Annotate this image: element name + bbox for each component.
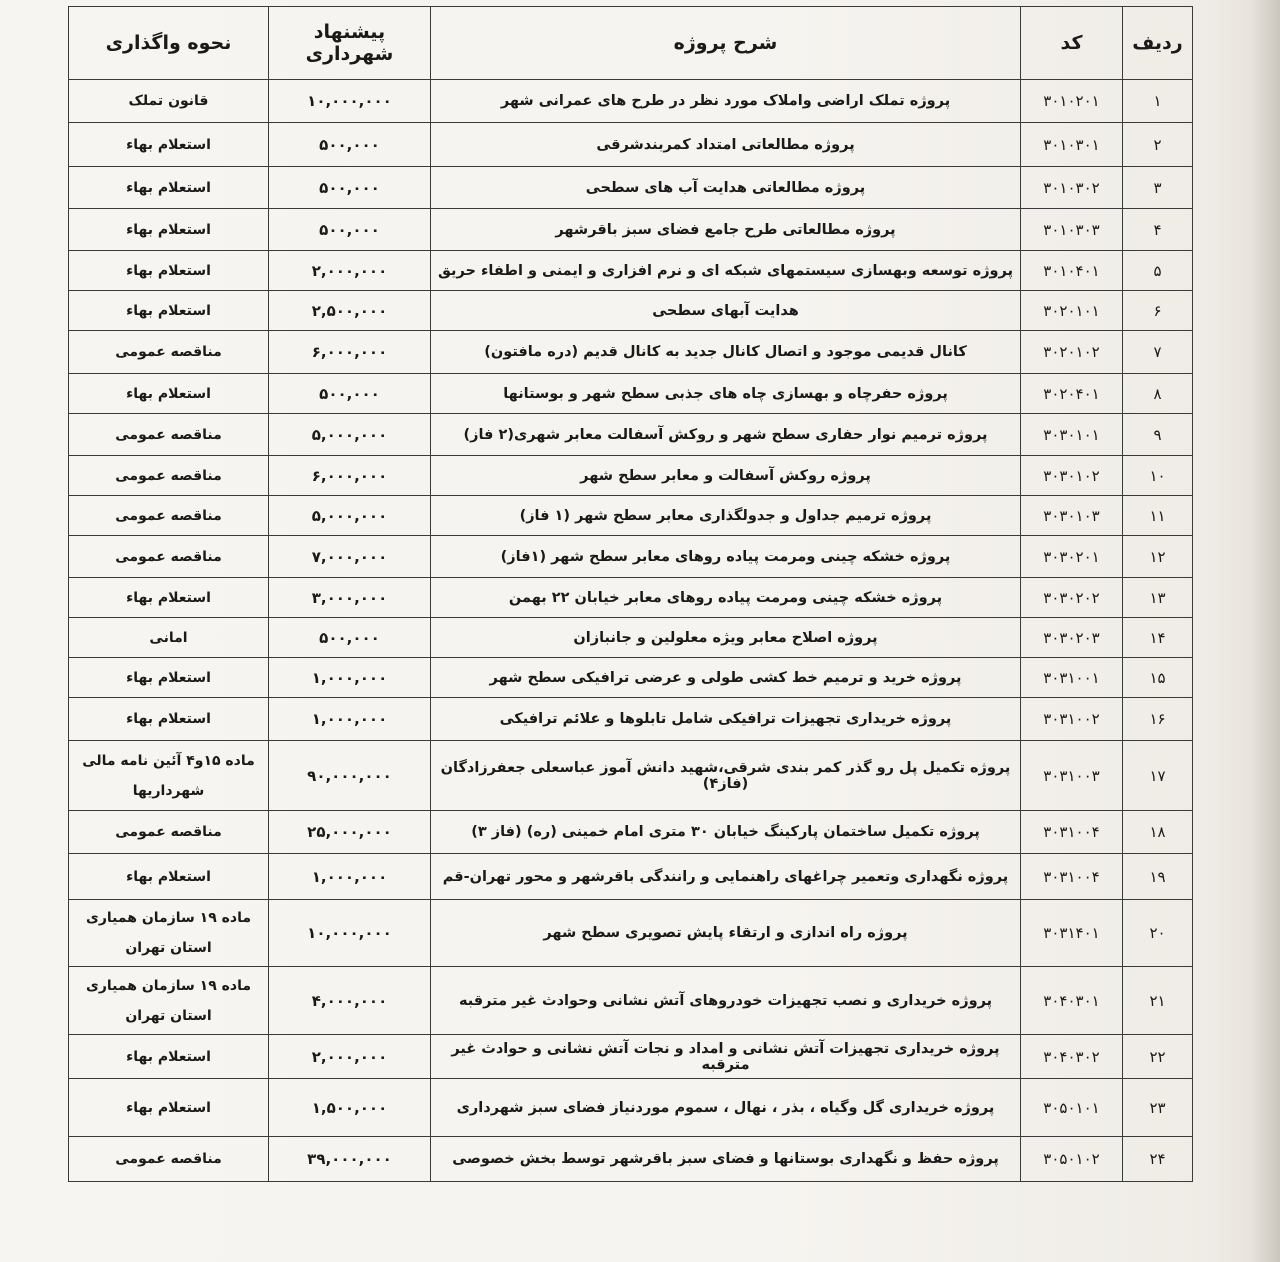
code-cell: ۳۰۳۱۰۰۲: [1021, 698, 1123, 741]
proposal-cell: ۵۰۰,۰۰۰: [269, 123, 431, 167]
code-cell: ۳۰۱۰۴۰۱: [1021, 251, 1123, 291]
method-cell: استعلام بهاء: [69, 658, 269, 698]
code-cell: ۳۰۳۱۰۰۱: [1021, 658, 1123, 698]
table-row: [69, 741, 1193, 811]
row-number-cell: ۲: [1123, 123, 1193, 167]
table-body: [69, 80, 1193, 1182]
row-number-cell: ۱۷: [1123, 741, 1193, 811]
table-row: [69, 496, 1193, 536]
table-row: [69, 414, 1193, 456]
row-number-cell: ۲۳: [1123, 1079, 1193, 1137]
description-cell: پروژه راه اندازی و ارتقاء پایش تصویری سطح شهر: [431, 900, 1021, 967]
row-number-cell: ۴: [1123, 209, 1193, 251]
proposal-cell: ۵۰۰,۰۰۰: [269, 374, 431, 414]
table-row: [69, 1079, 1193, 1137]
row-number-cell: ۱۵: [1123, 658, 1193, 698]
description-cell: پروژه تکمیل پل رو گذر کمر بندی شرقی،شهید دانش آموز عباسعلی جعفرزادگان (فاز۴): [431, 741, 1021, 811]
method-cell: استعلام بهاء: [69, 291, 269, 331]
description-cell: کانال قدیمی موجود و اتصال کانال جدید به کانال قدیم (دره مافتون): [431, 331, 1021, 374]
description-cell: پروژه مطالعاتی امتداد کمربندشرقی: [431, 123, 1021, 167]
description-cell: پروژه توسعه وبهسازی سیستمهای شبکه ای و نرم افزاری و ایمنی و اطفاء حریق: [431, 251, 1021, 291]
method-cell: استعلام بهاء: [69, 123, 269, 167]
code-cell: ۳۰۴۰۳۰۱: [1021, 967, 1123, 1035]
description-cell: پروژه اصلاح معابر ویژه معلولین و جانبازان: [431, 618, 1021, 658]
method-cell: قانون تملک: [69, 80, 269, 123]
proposal-cell: ۲,۵۰۰,۰۰۰: [269, 291, 431, 331]
proposal-cell: ۱۰,۰۰۰,۰۰۰: [269, 80, 431, 123]
proposal-cell: ۹۰,۰۰۰,۰۰۰: [269, 741, 431, 811]
row-number-cell: ۲۰: [1123, 900, 1193, 967]
code-cell: ۳۰۳۰۱۰۳: [1021, 496, 1123, 536]
code-cell: ۳۰۲۰۴۰۱: [1021, 374, 1123, 414]
row-number-cell: ۱۲: [1123, 536, 1193, 578]
table-row: [69, 1035, 1193, 1079]
table-row: [69, 811, 1193, 854]
description-cell: پروژه روکش آسفالت و معابر سطح شهر: [431, 456, 1021, 496]
description-cell: پروژه خریداری تجهیزات آتش نشانی و امداد و نجات آتش نشانی و حوادث غیر مترقبه: [431, 1035, 1021, 1079]
code-cell: ۳۰۳۱۰۰۴: [1021, 854, 1123, 900]
row-number-cell: ۹: [1123, 414, 1193, 456]
row-number-cell: ۲۴: [1123, 1137, 1193, 1182]
code-cell: ۳۰۵۰۱۰۲: [1021, 1137, 1123, 1182]
description-cell: پروژه تملک اراضی واملاک مورد نظر در طرح های عمرانی شهر: [431, 80, 1021, 123]
table-row: [69, 618, 1193, 658]
proposal-cell: ۵,۰۰۰,۰۰۰: [269, 496, 431, 536]
method-cell: استعلام بهاء: [69, 698, 269, 741]
method-cell: مناقصه عمومی: [69, 414, 269, 456]
table-row: [69, 374, 1193, 414]
table-row: [69, 900, 1193, 967]
method-cell: مناقصه عمومی: [69, 496, 269, 536]
proposal-cell: ۱,۰۰۰,۰۰۰: [269, 658, 431, 698]
proposal-cell: ۴,۰۰۰,۰۰۰: [269, 967, 431, 1035]
header-code: کد: [1021, 7, 1123, 80]
table-header-row: [69, 7, 1193, 80]
header-method: نحوه واگذاری: [69, 7, 269, 80]
table-row: [69, 209, 1193, 251]
proposal-cell: ۱,۰۰۰,۰۰۰: [269, 698, 431, 741]
proposal-cell: ۵۰۰,۰۰۰: [269, 618, 431, 658]
code-cell: ۳۰۳۰۲۰۱: [1021, 536, 1123, 578]
description-cell: پروژه خریداری تجهیزات ترافیکی شامل تابلوها و علائم ترافیکی: [431, 698, 1021, 741]
row-number-cell: ۱۳: [1123, 578, 1193, 618]
method-cell: مناقصه عمومی: [69, 456, 269, 496]
method-cell: استعلام بهاء: [69, 251, 269, 291]
description-cell: پروژه تکمیل ساختمان پارکینگ خیابان ۳۰ متری امام خمینی (ره) (فاز ۳): [431, 811, 1021, 854]
proposal-cell: ۱,۰۰۰,۰۰۰: [269, 854, 431, 900]
row-number-cell: ۱۴: [1123, 618, 1193, 658]
row-number-cell: ۲۱: [1123, 967, 1193, 1035]
table-row: [69, 251, 1193, 291]
description-cell: پروژه مطالعاتی هدایت آب های سطحی: [431, 167, 1021, 209]
code-cell: ۳۰۱۰۲۰۱: [1021, 80, 1123, 123]
description-cell: پروژه حفظ و نگهداری بوستانها و فضای سبز باقرشهر توسط بخش خصوصی: [431, 1137, 1021, 1182]
proposal-cell: ۶,۰۰۰,۰۰۰: [269, 456, 431, 496]
row-number-cell: ۵: [1123, 251, 1193, 291]
proposal-cell: ۵,۰۰۰,۰۰۰: [269, 414, 431, 456]
method-cell: ماده ۱۹ سازمان همیاری استان تهران: [69, 900, 269, 967]
row-number-cell: ۶: [1123, 291, 1193, 331]
code-cell: ۳۰۳۱۴۰۱: [1021, 900, 1123, 967]
method-cell: استعلام بهاء: [69, 209, 269, 251]
proposal-cell: ۲۵,۰۰۰,۰۰۰: [269, 811, 431, 854]
row-number-cell: ۱۱: [1123, 496, 1193, 536]
description-cell: پروژه مطالعاتی طرح جامع فضای سبز باقرشهر: [431, 209, 1021, 251]
row-number-cell: ۱۹: [1123, 854, 1193, 900]
method-cell: استعلام بهاء: [69, 167, 269, 209]
row-number-cell: ۷: [1123, 331, 1193, 374]
description-cell: پروژه نگهداری وتعمیر چراغهای راهنمایی و رانندگی باقرشهر و محور تهران-قم: [431, 854, 1021, 900]
description-cell: پروژه ترمیم نوار حفاری سطح شهر و روکش آسفالت معابر شهری(۲ فاز): [431, 414, 1021, 456]
table-row: [69, 1137, 1193, 1182]
code-cell: ۳۰۲۰۱۰۱: [1021, 291, 1123, 331]
method-cell: مناقصه عمومی: [69, 536, 269, 578]
code-cell: ۳۰۲۰۱۰۲: [1021, 331, 1123, 374]
table-row: [69, 167, 1193, 209]
proposal-cell: ۵۰۰,۰۰۰: [269, 167, 431, 209]
description-cell: پروژه خریداری و نصب تجهیزات خودروهای آتش نشانی وحوادث غیر مترقبه: [431, 967, 1021, 1035]
header-row-number: ردیف: [1123, 7, 1193, 80]
description-cell: پروژه ترمیم جداول و جدولگذاری معابر سطح شهر (۱ فاز): [431, 496, 1021, 536]
code-cell: ۳۰۳۰۱۰۲: [1021, 456, 1123, 496]
proposal-cell: ۶,۰۰۰,۰۰۰: [269, 331, 431, 374]
proposal-cell: ۵۰۰,۰۰۰: [269, 209, 431, 251]
proposal-cell: ۳,۰۰۰,۰۰۰: [269, 578, 431, 618]
row-number-cell: ۱۸: [1123, 811, 1193, 854]
code-cell: ۳۰۳۰۲۰۳: [1021, 618, 1123, 658]
row-number-cell: ۲۲: [1123, 1035, 1193, 1079]
row-number-cell: ۸: [1123, 374, 1193, 414]
description-cell: پروژه حفرچاه و بهسازی چاه های جذبی سطح شهر و بوستانها: [431, 374, 1021, 414]
row-number-cell: ۱۰: [1123, 456, 1193, 496]
method-cell: استعلام بهاء: [69, 1035, 269, 1079]
method-cell: استعلام بهاء: [69, 578, 269, 618]
table-row: [69, 967, 1193, 1035]
description-cell: پروژه خشکه چینی ومرمت پیاده روهای معابر سطح شهر (۱فاز): [431, 536, 1021, 578]
proposal-cell: ۱,۵۰۰,۰۰۰: [269, 1079, 431, 1137]
code-cell: ۳۰۳۰۱۰۱: [1021, 414, 1123, 456]
code-cell: ۳۰۱۰۳۰۲: [1021, 167, 1123, 209]
table-row: [69, 123, 1193, 167]
table-row: [69, 854, 1193, 900]
method-cell: مناقصه عمومی: [69, 811, 269, 854]
method-cell: امانی: [69, 618, 269, 658]
method-cell: ماده ۱۹ سازمان همیاری استان تهران: [69, 967, 269, 1035]
table-row: [69, 578, 1193, 618]
table-row: [69, 456, 1193, 496]
proposal-cell: ۷,۰۰۰,۰۰۰: [269, 536, 431, 578]
row-number-cell: ۱۶: [1123, 698, 1193, 741]
code-cell: ۳۰۱۰۳۰۱: [1021, 123, 1123, 167]
code-cell: ۳۰۳۰۲۰۲: [1021, 578, 1123, 618]
method-cell: استعلام بهاء: [69, 854, 269, 900]
table-row: [69, 536, 1193, 578]
method-cell: مناقصه عمومی: [69, 1137, 269, 1182]
code-cell: ۳۰۱۰۳۰۳: [1021, 209, 1123, 251]
method-cell: استعلام بهاء: [69, 1079, 269, 1137]
header-description: شرح پروژه: [431, 7, 1021, 80]
table-row: [69, 698, 1193, 741]
proposal-cell: ۲,۰۰۰,۰۰۰: [269, 1035, 431, 1079]
description-cell: هدایت آبهای سطحی: [431, 291, 1021, 331]
code-cell: ۳۰۳۱۰۰۴: [1021, 811, 1123, 854]
table-row: [69, 658, 1193, 698]
proposal-cell: ۳۹,۰۰۰,۰۰۰: [269, 1137, 431, 1182]
code-cell: ۳۰۳۱۰۰۳: [1021, 741, 1123, 811]
row-number-cell: ۱: [1123, 80, 1193, 123]
description-cell: پروژه خشکه چینی ومرمت پیاده روهای معابر خیابان ۲۲ بهمن: [431, 578, 1021, 618]
row-number-cell: ۳: [1123, 167, 1193, 209]
description-cell: پروژه خریداری گل وگیاه ، بذر ، نهال ، سموم موردنیاز فضای سبز شهرداری: [431, 1079, 1021, 1137]
table-row: [69, 80, 1193, 123]
proposal-cell: ۱۰,۰۰۰,۰۰۰: [269, 900, 431, 967]
method-cell: ماده ۱۵و۴ آئین نامه مالی شهرداریها: [69, 741, 269, 811]
projects-table: [68, 6, 1193, 1182]
table-row: [69, 331, 1193, 374]
method-cell: استعلام بهاء: [69, 374, 269, 414]
table-row: [69, 291, 1193, 331]
code-cell: ۳۰۴۰۳۰۲: [1021, 1035, 1123, 1079]
description-cell: پروژه خرید و ترمیم خط کشی طولی و عرضی ترافیکی سطح شهر: [431, 658, 1021, 698]
method-cell: مناقصه عمومی: [69, 331, 269, 374]
header-proposal: پیشنهاد شهرداری: [269, 7, 431, 80]
proposal-cell: ۲,۰۰۰,۰۰۰: [269, 251, 431, 291]
code-cell: ۳۰۵۰۱۰۱: [1021, 1079, 1123, 1137]
page-edge-shadow: [1250, 0, 1280, 1262]
